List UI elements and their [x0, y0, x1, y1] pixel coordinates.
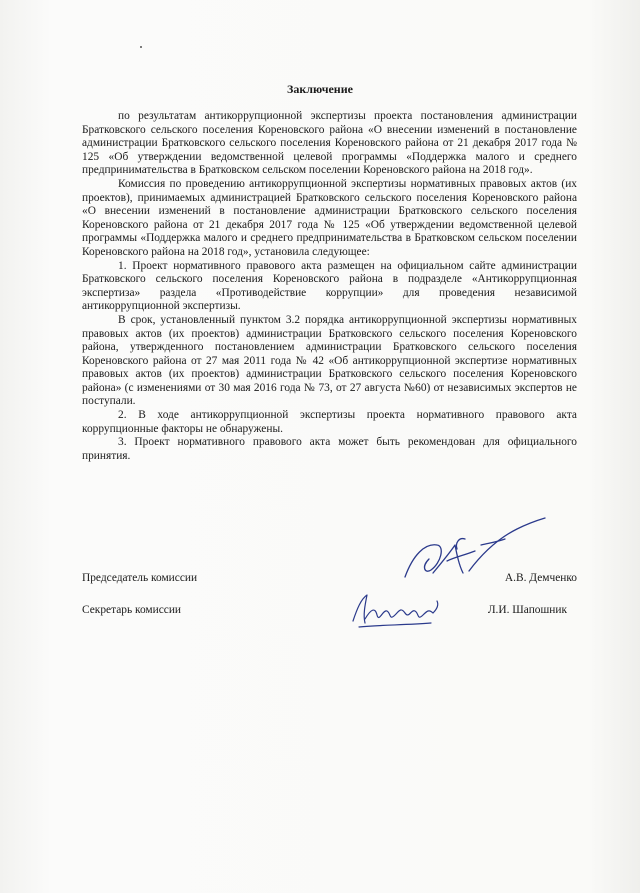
- chair-role: Председатель комиссии: [82, 572, 198, 584]
- chair-name: А.В. Демченко: [504, 572, 577, 584]
- scan-speck: [140, 46, 142, 48]
- document-title: Заключение: [287, 82, 353, 96]
- paragraph-item-2: 2. В ходе антикоррупционной экспертизы проекта нормативного правового акта коррупционные факторы не обнаружены.: [82, 409, 577, 435]
- secretary-name: Л.И. Шапошник: [487, 604, 567, 616]
- paragraph-intro: по результатам антикоррупционной экспертизы проекта постановления администрации Братковского сельского поселения Кореновского района «О внесении изменений в постановление администрации Братковского сельского поселения Кореновского района от 21 декабря 2017 года № 125 «Об утверждении ведомственной целевой программы «Поддержка малого и среднего предпринимательства в Братковском сельском поселении Кореновского района на 2018 год».: [82, 110, 577, 177]
- secretary-role: Секретарь комиссии: [82, 604, 182, 616]
- document-body: [82, 110, 577, 463]
- paragraph-item-3: 3. Проект нормативного правового акта может быть рекомендован для официального принятия.: [82, 436, 577, 462]
- paragraph-item-1: 1. Проект нормативного правового акта размещен на официальном сайте администрации Братковского сельского поселения Кореновского района в подразделе «Антикоррупционная экспертиза» раздела «Противодействие коррупции» для проведения независимой антикоррупционной экспертизы.: [82, 259, 577, 313]
- paragraph-deadline: В срок, установленный пунктом 3.2 порядка антикоррупционной экспертизы нормативных правовых актов (их проектов) администрации Братковского сельского поселения Кореновского района, утвержденного постановлением администрации Братковского сельского поселения Кореновского района от 27 мая 2011 года № 42 «Об антикоррупционной экспертизе нормативных правовых актов (их проектов) администрации Братковского сельского поселения Кореновского района» (с изменениями от 30 мая 2016 года № 73, от 27 августа №60) от независимых экспертов не поступали.: [82, 313, 577, 408]
- paragraph-commission: Комиссия по проведению антикоррупционной экспертизы нормативных правовых актов (их проектов), принимаемых администрацией Братковского сельского поселения Кореновского района «О внесении изменений в постановление администрации Братковского сельского поселения Кореновского района от 21 декабря 2017 года № 125 «Об утверждении ведомственной целевой программы «Поддержка малого и среднего предпринимательства в Братковском сельском поселении Кореновского района на 2018 год», установила следующее:: [82, 177, 577, 258]
- secretary-signature-mark: [345, 585, 445, 633]
- chair-signature-mark: [385, 515, 555, 595]
